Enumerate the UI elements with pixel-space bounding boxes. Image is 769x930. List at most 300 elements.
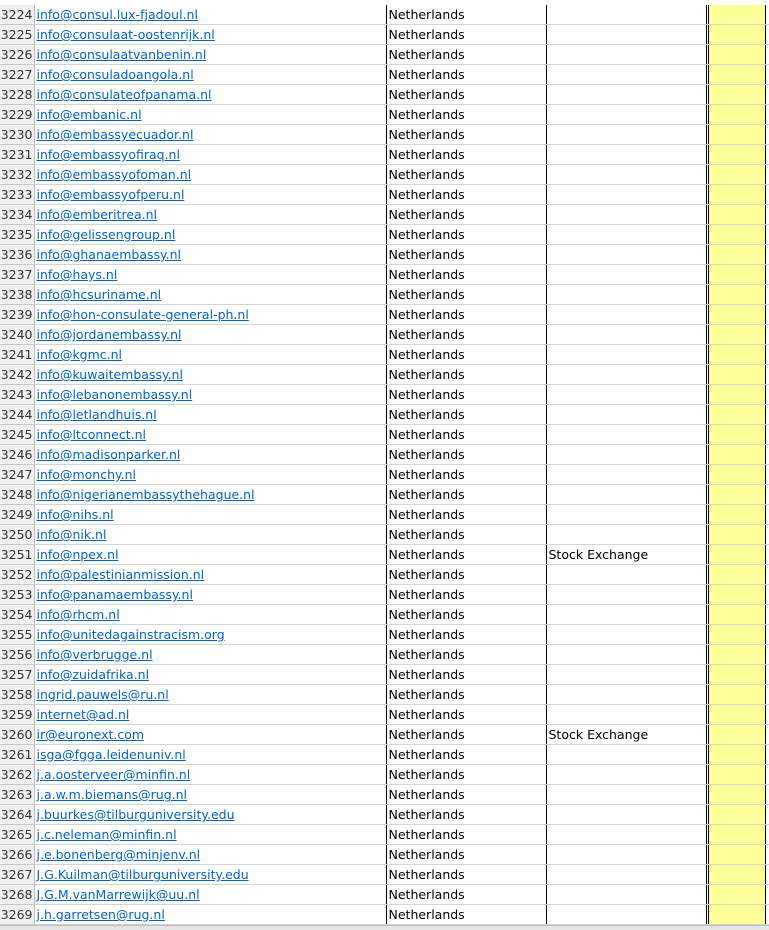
edge-cell[interactable] <box>765 165 769 185</box>
edge-cell[interactable] <box>765 245 769 265</box>
email-cell[interactable] <box>34 665 386 685</box>
highlighted-cell[interactable] <box>708 85 765 105</box>
note-cell[interactable] <box>546 365 706 385</box>
edge-cell[interactable] <box>765 5 769 25</box>
email-link[interactable]: info@rhcm.nl <box>36 607 120 622</box>
edge-cell[interactable] <box>765 525 769 545</box>
edge-cell[interactable] <box>765 205 769 225</box>
row-header[interactable]: 3236 <box>0 245 34 265</box>
country-cell[interactable]: Netherlands <box>386 445 546 465</box>
email-link[interactable]: info@embassyecuador.nl <box>36 127 194 142</box>
email-link[interactable]: info@jordanembassy.nl <box>36 327 182 342</box>
email-cell[interactable] <box>34 585 386 605</box>
note-cell[interactable] <box>546 85 706 105</box>
country-cell[interactable]: Netherlands <box>386 465 546 485</box>
email-cell[interactable] <box>34 185 386 205</box>
row-header[interactable]: 3249 <box>0 505 34 525</box>
note-cell[interactable]: Stock Exchange <box>546 725 706 745</box>
edge-cell[interactable] <box>765 85 769 105</box>
country-cell[interactable]: Netherlands <box>386 765 546 785</box>
row-header[interactable]: 3233 <box>0 185 34 205</box>
highlighted-cell[interactable] <box>708 905 765 925</box>
country-cell[interactable]: Netherlands <box>386 365 546 385</box>
row-header[interactable]: 3268 <box>0 885 34 905</box>
edge-cell[interactable] <box>765 185 769 205</box>
email-link[interactable]: info@consul.lux-fjadoul.nl <box>36 7 198 22</box>
note-cell[interactable] <box>546 185 706 205</box>
email-cell[interactable] <box>34 205 386 225</box>
note-cell[interactable] <box>546 65 706 85</box>
edge-cell[interactable] <box>765 805 769 825</box>
row-header[interactable]: 3225 <box>0 25 34 45</box>
edge-cell[interactable] <box>765 745 769 765</box>
note-cell[interactable] <box>546 845 706 865</box>
highlighted-cell[interactable] <box>708 625 765 645</box>
row-header[interactable]: 3265 <box>0 825 34 845</box>
email-cell[interactable] <box>34 305 386 325</box>
highlighted-cell[interactable] <box>708 105 765 125</box>
email-cell[interactable] <box>34 545 386 565</box>
email-link[interactable]: info@gelissengroup.nl <box>36 227 176 242</box>
row-header[interactable]: 3235 <box>0 225 34 245</box>
email-cell[interactable] <box>34 805 386 825</box>
row-header[interactable]: 3261 <box>0 745 34 765</box>
email-cell[interactable] <box>34 365 386 385</box>
email-link[interactable]: info@lebanonembassy.nl <box>36 387 193 402</box>
country-cell[interactable]: Netherlands <box>386 305 546 325</box>
email-link[interactable]: info@hcsuriname.nl <box>36 287 162 302</box>
email-link[interactable]: info@panamaembassy.nl <box>36 587 193 602</box>
note-cell[interactable] <box>546 205 706 225</box>
country-cell[interactable]: Netherlands <box>386 345 546 365</box>
highlighted-cell[interactable] <box>708 125 765 145</box>
note-cell[interactable] <box>546 445 706 465</box>
row-header[interactable]: 3246 <box>0 445 34 465</box>
country-cell[interactable]: Netherlands <box>386 825 546 845</box>
note-cell[interactable] <box>546 325 706 345</box>
email-cell[interactable] <box>34 905 386 925</box>
country-cell[interactable]: Netherlands <box>386 405 546 425</box>
email-link[interactable]: info@consulateofpanama.nl <box>36 87 212 102</box>
highlighted-cell[interactable] <box>708 165 765 185</box>
edge-cell[interactable] <box>765 105 769 125</box>
note-cell[interactable] <box>546 425 706 445</box>
edge-cell[interactable] <box>765 405 769 425</box>
edge-cell[interactable] <box>765 625 769 645</box>
highlighted-cell[interactable] <box>708 205 765 225</box>
email-link[interactable]: j.a.oosterveer@minfin.nl <box>36 767 191 782</box>
note-cell[interactable] <box>546 605 706 625</box>
country-cell[interactable]: Netherlands <box>386 105 546 125</box>
email-cell[interactable] <box>34 745 386 765</box>
email-link[interactable]: ingrid.pauwels@ru.nl <box>36 687 169 702</box>
row-header[interactable]: 3263 <box>0 785 34 805</box>
row-header[interactable]: 3237 <box>0 265 34 285</box>
highlighted-cell[interactable] <box>708 265 765 285</box>
highlighted-cell[interactable] <box>708 445 765 465</box>
country-cell[interactable]: Netherlands <box>386 285 546 305</box>
edge-cell[interactable] <box>765 765 769 785</box>
row-header[interactable]: 3258 <box>0 685 34 705</box>
edge-cell[interactable] <box>765 505 769 525</box>
note-cell[interactable] <box>546 745 706 765</box>
country-cell[interactable]: Netherlands <box>386 645 546 665</box>
highlighted-cell[interactable] <box>708 705 765 725</box>
note-cell[interactable] <box>546 625 706 645</box>
country-cell[interactable]: Netherlands <box>386 325 546 345</box>
highlighted-cell[interactable] <box>708 365 765 385</box>
country-cell[interactable]: Netherlands <box>386 665 546 685</box>
note-cell[interactable] <box>546 245 706 265</box>
country-cell[interactable]: Netherlands <box>386 25 546 45</box>
highlighted-cell[interactable] <box>708 405 765 425</box>
note-cell[interactable] <box>546 785 706 805</box>
email-cell[interactable] <box>34 5 386 25</box>
country-cell[interactable]: Netherlands <box>386 745 546 765</box>
row-header[interactable]: 3257 <box>0 665 34 685</box>
note-cell[interactable] <box>546 305 706 325</box>
row-header[interactable]: 3248 <box>0 485 34 505</box>
edge-cell[interactable] <box>765 665 769 685</box>
email-cell[interactable] <box>34 45 386 65</box>
highlighted-cell[interactable] <box>708 425 765 445</box>
email-link[interactable]: info@consuladoangola.nl <box>36 67 194 82</box>
email-cell[interactable] <box>34 25 386 45</box>
edge-cell[interactable] <box>765 725 769 745</box>
highlighted-cell[interactable] <box>708 825 765 845</box>
edge-cell[interactable] <box>765 285 769 305</box>
country-cell[interactable]: Netherlands <box>386 525 546 545</box>
email-cell[interactable] <box>34 705 386 725</box>
country-cell[interactable]: Netherlands <box>386 245 546 265</box>
email-link[interactable]: info@monchy.nl <box>36 467 136 482</box>
edge-cell[interactable] <box>765 385 769 405</box>
email-link[interactable]: info@ghanaembassy.nl <box>36 247 182 262</box>
email-link[interactable]: info@nigerianembassythehague.nl <box>36 487 255 502</box>
row-header[interactable]: 3255 <box>0 625 34 645</box>
highlighted-cell[interactable] <box>708 645 765 665</box>
edge-cell[interactable] <box>765 25 769 45</box>
email-cell[interactable] <box>34 165 386 185</box>
edge-cell[interactable] <box>765 125 769 145</box>
email-cell[interactable] <box>34 85 386 105</box>
email-link[interactable]: j.a.w.m.biemans@rug.nl <box>36 787 188 802</box>
edge-cell[interactable] <box>765 345 769 365</box>
email-cell[interactable] <box>34 845 386 865</box>
country-cell[interactable]: Netherlands <box>386 225 546 245</box>
note-cell[interactable] <box>546 645 706 665</box>
country-cell[interactable]: Netherlands <box>386 685 546 705</box>
highlighted-cell[interactable] <box>708 765 765 785</box>
row-header[interactable]: 3231 <box>0 145 34 165</box>
email-link[interactable]: isga@fgga.leidenuniv.nl <box>36 747 186 762</box>
row-header[interactable]: 3241 <box>0 345 34 365</box>
email-cell[interactable] <box>34 645 386 665</box>
note-cell[interactable] <box>546 485 706 505</box>
highlighted-cell[interactable] <box>708 865 765 885</box>
email-link[interactable]: info@hon-consulate-general-ph.nl <box>36 307 249 322</box>
edge-cell[interactable] <box>765 865 769 885</box>
email-cell[interactable] <box>34 445 386 465</box>
note-cell[interactable] <box>546 145 706 165</box>
highlighted-cell[interactable] <box>708 485 765 505</box>
note-cell[interactable] <box>546 765 706 785</box>
email-cell[interactable] <box>34 525 386 545</box>
country-cell[interactable]: Netherlands <box>386 605 546 625</box>
country-cell[interactable]: Netherlands <box>386 165 546 185</box>
edge-cell[interactable] <box>765 225 769 245</box>
email-cell[interactable] <box>34 225 386 245</box>
country-cell[interactable]: Netherlands <box>386 185 546 205</box>
note-cell[interactable] <box>546 585 706 605</box>
email-cell[interactable] <box>34 765 386 785</box>
country-cell[interactable]: Netherlands <box>386 5 546 25</box>
email-cell[interactable] <box>34 465 386 485</box>
email-cell[interactable] <box>34 605 386 625</box>
edge-cell[interactable] <box>765 485 769 505</box>
note-cell[interactable] <box>546 385 706 405</box>
row-header[interactable]: 3251 <box>0 545 34 565</box>
note-cell[interactable] <box>546 805 706 825</box>
highlighted-cell[interactable] <box>708 745 765 765</box>
note-cell[interactable] <box>546 5 706 25</box>
country-cell[interactable]: Netherlands <box>386 805 546 825</box>
email-cell[interactable] <box>34 505 386 525</box>
email-link[interactable]: info@ltconnect.nl <box>36 427 147 442</box>
row-header[interactable]: 3250 <box>0 525 34 545</box>
edge-cell[interactable] <box>765 705 769 725</box>
country-cell[interactable]: Netherlands <box>386 885 546 905</box>
note-cell[interactable] <box>546 25 706 45</box>
note-cell[interactable] <box>546 225 706 245</box>
highlighted-cell[interactable] <box>708 805 765 825</box>
email-link[interactable]: info@kuwaitembassy.nl <box>36 367 183 382</box>
country-cell[interactable]: Netherlands <box>386 45 546 65</box>
country-cell[interactable]: Netherlands <box>386 585 546 605</box>
edge-cell[interactable] <box>765 65 769 85</box>
highlighted-cell[interactable] <box>708 505 765 525</box>
highlighted-cell[interactable] <box>708 665 765 685</box>
highlighted-cell[interactable] <box>708 685 765 705</box>
edge-cell[interactable] <box>765 885 769 905</box>
highlighted-cell[interactable] <box>708 325 765 345</box>
country-cell[interactable]: Netherlands <box>386 205 546 225</box>
country-cell[interactable]: Netherlands <box>386 125 546 145</box>
country-cell[interactable]: Netherlands <box>386 565 546 585</box>
email-cell[interactable] <box>34 105 386 125</box>
country-cell[interactable]: Netherlands <box>386 265 546 285</box>
email-cell[interactable] <box>34 385 386 405</box>
email-link[interactable]: info@kgmc.nl <box>36 347 123 362</box>
country-cell[interactable]: Netherlands <box>386 425 546 445</box>
edge-cell[interactable] <box>765 145 769 165</box>
email-link[interactable]: info@embassyofperu.nl <box>36 187 185 202</box>
country-cell[interactable]: Netherlands <box>386 905 546 925</box>
note-cell[interactable] <box>546 165 706 185</box>
note-cell[interactable] <box>546 285 706 305</box>
highlighted-cell[interactable] <box>708 285 765 305</box>
note-cell[interactable] <box>546 465 706 485</box>
note-cell[interactable] <box>546 265 706 285</box>
email-link[interactable]: info@consulaatvanbenin.nl <box>36 47 207 62</box>
highlighted-cell[interactable] <box>708 225 765 245</box>
note-cell[interactable]: Stock Exchange <box>546 545 706 565</box>
email-cell[interactable] <box>34 65 386 85</box>
edge-cell[interactable] <box>765 265 769 285</box>
row-header[interactable]: 3269 <box>0 905 34 925</box>
email-link[interactable]: info@letlandhuis.nl <box>36 407 157 422</box>
email-cell[interactable] <box>34 825 386 845</box>
email-link[interactable]: ir@euronext.com <box>36 727 145 742</box>
email-cell[interactable] <box>34 265 386 285</box>
highlighted-cell[interactable] <box>708 385 765 405</box>
email-link[interactable]: info@npex.nl <box>36 547 119 562</box>
row-header[interactable]: 3234 <box>0 205 34 225</box>
note-cell[interactable] <box>546 865 706 885</box>
row-header[interactable]: 3229 <box>0 105 34 125</box>
email-link[interactable]: info@verbrugge.nl <box>36 647 153 662</box>
edge-cell[interactable] <box>765 425 769 445</box>
email-cell[interactable] <box>34 865 386 885</box>
edge-cell[interactable] <box>765 905 769 925</box>
country-cell[interactable]: Netherlands <box>386 625 546 645</box>
email-cell[interactable] <box>34 485 386 505</box>
edge-cell[interactable] <box>765 605 769 625</box>
highlighted-cell[interactable] <box>708 345 765 365</box>
highlighted-cell[interactable] <box>708 525 765 545</box>
highlighted-cell[interactable] <box>708 725 765 745</box>
edge-cell[interactable] <box>765 45 769 65</box>
highlighted-cell[interactable] <box>708 565 765 585</box>
country-cell[interactable]: Netherlands <box>386 845 546 865</box>
note-cell[interactable] <box>546 825 706 845</box>
edge-cell[interactable] <box>765 785 769 805</box>
row-header[interactable]: 3264 <box>0 805 34 825</box>
note-cell[interactable] <box>546 105 706 125</box>
email-cell[interactable] <box>34 425 386 445</box>
email-link[interactable]: j.c.neleman@minfin.nl <box>36 827 177 842</box>
highlighted-cell[interactable] <box>708 545 765 565</box>
highlighted-cell[interactable] <box>708 45 765 65</box>
row-header[interactable]: 3242 <box>0 365 34 385</box>
note-cell[interactable] <box>546 885 706 905</box>
email-cell[interactable] <box>34 345 386 365</box>
email-cell[interactable] <box>34 725 386 745</box>
row-header[interactable]: 3260 <box>0 725 34 745</box>
email-cell[interactable] <box>34 885 386 905</box>
email-link[interactable]: j.buurkes@tilburguniversity.edu <box>36 807 235 822</box>
email-link[interactable]: j.h.garretsen@rug.nl <box>36 907 165 922</box>
row-header[interactable]: 3226 <box>0 45 34 65</box>
note-cell[interactable] <box>546 125 706 145</box>
row-header[interactable]: 3252 <box>0 565 34 585</box>
note-cell[interactable] <box>546 665 706 685</box>
row-header[interactable]: 3240 <box>0 325 34 345</box>
row-header[interactable]: 3256 <box>0 645 34 665</box>
email-cell[interactable] <box>34 285 386 305</box>
email-link[interactable]: info@unitedagainstracism.org <box>36 627 225 642</box>
country-cell[interactable]: Netherlands <box>386 545 546 565</box>
highlighted-cell[interactable] <box>708 305 765 325</box>
country-cell[interactable]: Netherlands <box>386 65 546 85</box>
highlighted-cell[interactable] <box>708 65 765 85</box>
country-cell[interactable]: Netherlands <box>386 145 546 165</box>
edge-cell[interactable] <box>765 845 769 865</box>
email-cell[interactable] <box>34 685 386 705</box>
edge-cell[interactable] <box>765 585 769 605</box>
edge-cell[interactable] <box>765 445 769 465</box>
edge-cell[interactable] <box>765 685 769 705</box>
email-link[interactable]: info@nihs.nl <box>36 507 114 522</box>
email-cell[interactable] <box>34 325 386 345</box>
note-cell[interactable] <box>546 685 706 705</box>
country-cell[interactable]: Netherlands <box>386 865 546 885</box>
row-header[interactable]: 3259 <box>0 705 34 725</box>
email-link[interactable]: j.e.bonenberg@minjenv.nl <box>36 847 201 862</box>
edge-cell[interactable] <box>765 305 769 325</box>
email-link[interactable]: info@emberitrea.nl <box>36 207 158 222</box>
highlighted-cell[interactable] <box>708 845 765 865</box>
email-link[interactable]: info@hays.nl <box>36 267 118 282</box>
edge-cell[interactable] <box>765 465 769 485</box>
email-link[interactable]: info@nik.nl <box>36 527 107 542</box>
highlighted-cell[interactable] <box>708 245 765 265</box>
email-link[interactable]: J.G.M.vanMarrewijk@uu.nl <box>36 887 200 902</box>
row-header[interactable]: 3254 <box>0 605 34 625</box>
edge-cell[interactable] <box>765 825 769 845</box>
highlighted-cell[interactable] <box>708 585 765 605</box>
note-cell[interactable] <box>546 565 706 585</box>
row-header[interactable]: 3253 <box>0 585 34 605</box>
row-header[interactable]: 3245 <box>0 425 34 445</box>
highlighted-cell[interactable] <box>708 785 765 805</box>
email-link[interactable]: info@consulaat-oostenrijk.nl <box>36 27 215 42</box>
email-link[interactable]: info@embassyofoman.nl <box>36 167 192 182</box>
email-cell[interactable] <box>34 785 386 805</box>
row-header[interactable]: 3230 <box>0 125 34 145</box>
edge-cell[interactable] <box>765 545 769 565</box>
email-link[interactable]: info@embassyofiraq.nl <box>36 147 180 162</box>
edge-cell[interactable] <box>765 365 769 385</box>
highlighted-cell[interactable] <box>708 605 765 625</box>
country-cell[interactable]: Netherlands <box>386 505 546 525</box>
row-header[interactable]: 3243 <box>0 385 34 405</box>
note-cell[interactable] <box>546 345 706 365</box>
note-cell[interactable] <box>546 405 706 425</box>
highlighted-cell[interactable] <box>708 885 765 905</box>
edge-cell[interactable] <box>765 565 769 585</box>
highlighted-cell[interactable] <box>708 25 765 45</box>
highlighted-cell[interactable] <box>708 145 765 165</box>
row-header[interactable]: 3227 <box>0 65 34 85</box>
email-cell[interactable] <box>34 145 386 165</box>
highlighted-cell[interactable] <box>708 185 765 205</box>
country-cell[interactable]: Netherlands <box>386 725 546 745</box>
email-link[interactable]: internet@ad.nl <box>36 707 130 722</box>
note-cell[interactable] <box>546 705 706 725</box>
email-link[interactable]: info@madisonparker.nl <box>36 447 181 462</box>
email-cell[interactable] <box>34 245 386 265</box>
highlighted-cell[interactable] <box>708 5 765 25</box>
row-header[interactable]: 3267 <box>0 865 34 885</box>
country-cell[interactable]: Netherlands <box>386 705 546 725</box>
highlighted-cell[interactable] <box>708 465 765 485</box>
note-cell[interactable] <box>546 905 706 925</box>
country-cell[interactable]: Netherlands <box>386 385 546 405</box>
email-cell[interactable] <box>34 565 386 585</box>
row-header[interactable]: 3262 <box>0 765 34 785</box>
email-link[interactable]: info@palestinianmission.nl <box>36 567 205 582</box>
